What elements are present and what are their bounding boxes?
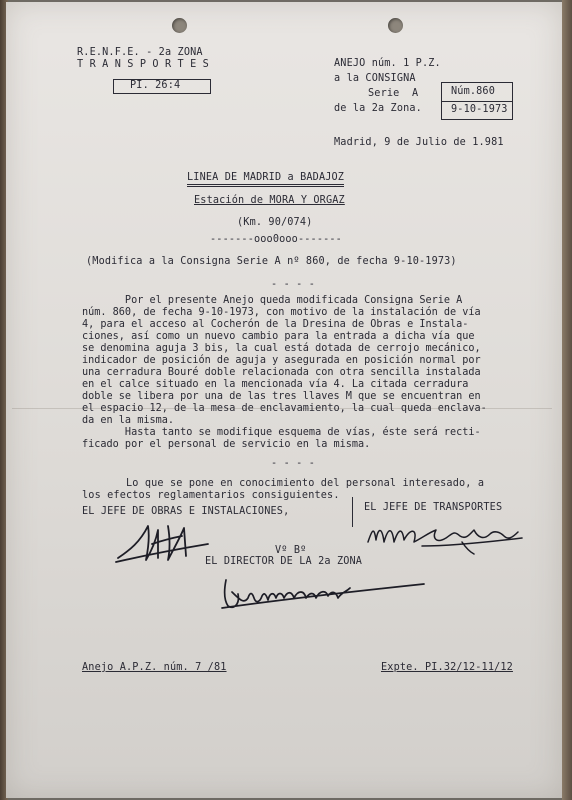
consigna-number: Núm.860 [451, 86, 495, 97]
body-line: da en la misma. [82, 415, 175, 426]
modifies-note: (Modifica a la Consigna Serie A nº 860, de fecha 9-10-1973) [86, 256, 457, 267]
background-right-edge [562, 0, 572, 800]
body-line: ciones, así como un nuevo cambio para la entrada a dicha vía que [82, 331, 475, 342]
signature-director [218, 570, 428, 612]
signature-left [112, 520, 212, 566]
title-separator: -------ooo0ooo------- [210, 234, 342, 245]
punch-hole [388, 18, 403, 33]
signature-divider [352, 497, 353, 527]
zone-label: de la 2a Zona. [334, 103, 422, 114]
consigna-date: 9-10-1973 [451, 104, 508, 115]
closing-line-1: Lo que se pone en conocimiento del personal interesado, a [82, 478, 485, 489]
body-line: el espacio 12, de la mesa de enclavamiento, la cual queda enclava- [82, 403, 487, 414]
body-line: indicador de posición de aguja y asegurada en posición normal por [82, 355, 481, 366]
railway-line-title: LINEA DE MADRID a BADAJOZ [187, 172, 344, 187]
body-line: doble se libera por una de las tres llaves M que se encuentran en [82, 391, 481, 402]
body-line: una cerradura Bouré doble relacionada con otra sencilla instalada [82, 367, 481, 378]
vobo-label: Vº Bº [275, 545, 307, 556]
signature-right [362, 516, 530, 556]
serie-label: Serie A [368, 88, 419, 99]
section-dashes: - - - - [271, 279, 315, 290]
stamp-code: PI. 26:4 [130, 80, 181, 91]
body-line: núm. 860, de fecha 9-10-1973, con motivo de la instalación de vía [82, 307, 481, 318]
header-org: R.E.N.F.E. - 2a ZONA [77, 47, 203, 58]
body-line: ficado por el personal de servicio en la misma. [82, 439, 371, 450]
footer-anejo-ref: Anejo A.P.Z. núm. 7 /81 [82, 662, 227, 673]
body-paragraph [82, 295, 522, 451]
station-title: Estación de MORA Y ORGAZ [194, 195, 345, 206]
header-department: T R A N S P O R T E S [77, 59, 209, 70]
consigna-label: a la CONSIGNA [334, 73, 416, 84]
body-line: Hasta tanto se modifique esquema de vías, éste será recti- [82, 427, 481, 438]
km-marker: (Km. 90/074) [237, 217, 313, 228]
section-dashes-2: - - - - [271, 458, 315, 469]
punch-hole [172, 18, 187, 33]
signature-title-left: EL JEFE DE OBRAS E INSTALACIONES, [82, 506, 290, 517]
body-line: Por el presente Anejo queda modificada Consigna Serie A [82, 295, 463, 306]
signature-title-right: EL JEFE DE TRANSPORTES [364, 502, 503, 513]
footer-expediente: Expte. PI.32/12-11/12 [381, 662, 513, 673]
body-line: 4, para el acceso al Cocherón de la Dresina de Obras e Instala- [82, 319, 469, 330]
document-date: Madrid, 9 de Julio de 1.981 [334, 137, 504, 148]
closing-line-2: los efectos reglamentarios consiguientes. [82, 490, 340, 501]
director-title: EL DIRECTOR DE LA 2a ZONA [205, 556, 363, 567]
anejo-number: ANEJO núm. 1 P.Z. [334, 58, 441, 69]
body-line: se denomina aguja 3 bis, la cual está dotada de cerrojo mecánico, [82, 343, 481, 354]
body-line: en el calce situado en la mencionada vía 4. La citada cerradura [82, 379, 469, 390]
